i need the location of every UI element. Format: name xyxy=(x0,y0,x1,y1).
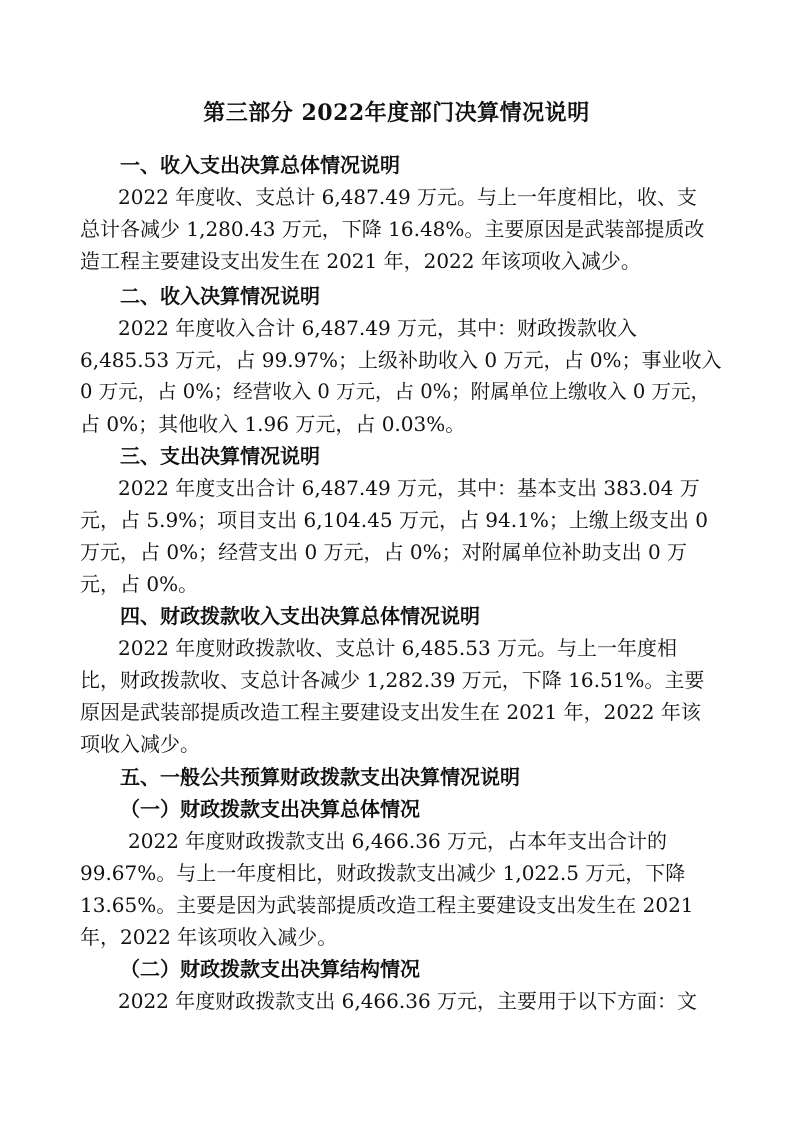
section-4-line-3: 原因是武装部提质改造工程主要建设支出发生在 2021 年，2022 年该 xyxy=(80,700,701,724)
section-3-line-2: 元，占 5.9%；项目支出 6,104.45 万元，占 94.1%；上缴上级支出 0 xyxy=(80,508,708,532)
section-2-line-4: 占 0%；其他收入 1.96 万元，占 0.03%。 xyxy=(80,412,466,436)
section-4-heading: 四、财政拨款收入支出决算总体情况说明 xyxy=(120,604,480,628)
section-2-line-3: 0 万元，占 0%；经营收入 0 万元，占 0%；附属单位上缴收入 0 万元， xyxy=(80,380,710,403)
subsection-1-line-3: 13.65%。主要是因为武装部提质改造工程主要建设支出发生在 2021 xyxy=(80,893,694,917)
section-3-line-1: 2022 年度支出合计 6,487.49 万元，其中：基本支出 383.04 万 xyxy=(118,476,700,500)
section-1-line-2: 总计各减少 1,280.43 万元，下降 16.48%。主要原因是武装部提质改 xyxy=(80,217,705,241)
subsection-1-line-4: 年，2022 年该项收入减少。 xyxy=(80,925,338,949)
section-5-heading: 五、一般公共预算财政拨款支出决算情况说明 xyxy=(120,765,520,789)
section-4-line-2: 比，财政拨款收、支总计各减少 1,282.39 万元，下降 16.51%。主要 xyxy=(80,668,705,692)
subsection-1-heading: （一）财政拨款支出决算总体情况 xyxy=(120,797,420,821)
section-4-line-1: 2022 年度财政拨款收、支总计 6,485.53 万元。与上一年度相 xyxy=(118,636,678,660)
section-3-line-4: 元，占 0%。 xyxy=(80,572,199,596)
section-3-line-3: 万元，占 0%；经营支出 0 万元，占 0%；对附属单位补助支出 0 万 xyxy=(80,540,688,564)
section-1-line-3: 造工程主要建设支出发生在 2021 年，2022 年该项收入减少。 xyxy=(80,249,641,273)
section-1-line-1: 2022 年度收、支总计 6,487.49 万元。与上一年度相比，收、支 xyxy=(118,185,698,209)
section-2-line-1: 2022 年度收入合计 6,487.49 万元，其中：财政拨款收入 xyxy=(118,316,638,340)
section-2-line-2: 6,485.53 万元，占 99.97%；上级补助收入 0 万元，占 0%；事业收入 xyxy=(80,348,722,372)
subsection-2-line-1: 2022 年度财政拨款支出 6,466.36 万元，主要用于以下方面：文 xyxy=(118,989,698,1013)
page-title: 第三部分 2022年度部门决算情况说明 xyxy=(203,100,590,126)
subsection-2-heading: （二）财政拨款支出决算结构情况 xyxy=(120,957,420,981)
subsection-1-line-1: 2022 年度财政拨款支出 6,466.36 万元，占本年支出合计的 xyxy=(128,829,668,853)
section-1-heading: 一、收入支出决算总体情况说明 xyxy=(120,153,400,177)
subsection-1-line-2: 99.67%。与上一年度相比，财政拨款支出减少 1,022.5 万元，下降 xyxy=(80,861,686,885)
section-2-heading: 二、收入决算情况说明 xyxy=(120,284,320,308)
section-4-line-4: 项收入减少。 xyxy=(80,732,200,756)
section-3-heading: 三、支出决算情况说明 xyxy=(120,444,320,468)
